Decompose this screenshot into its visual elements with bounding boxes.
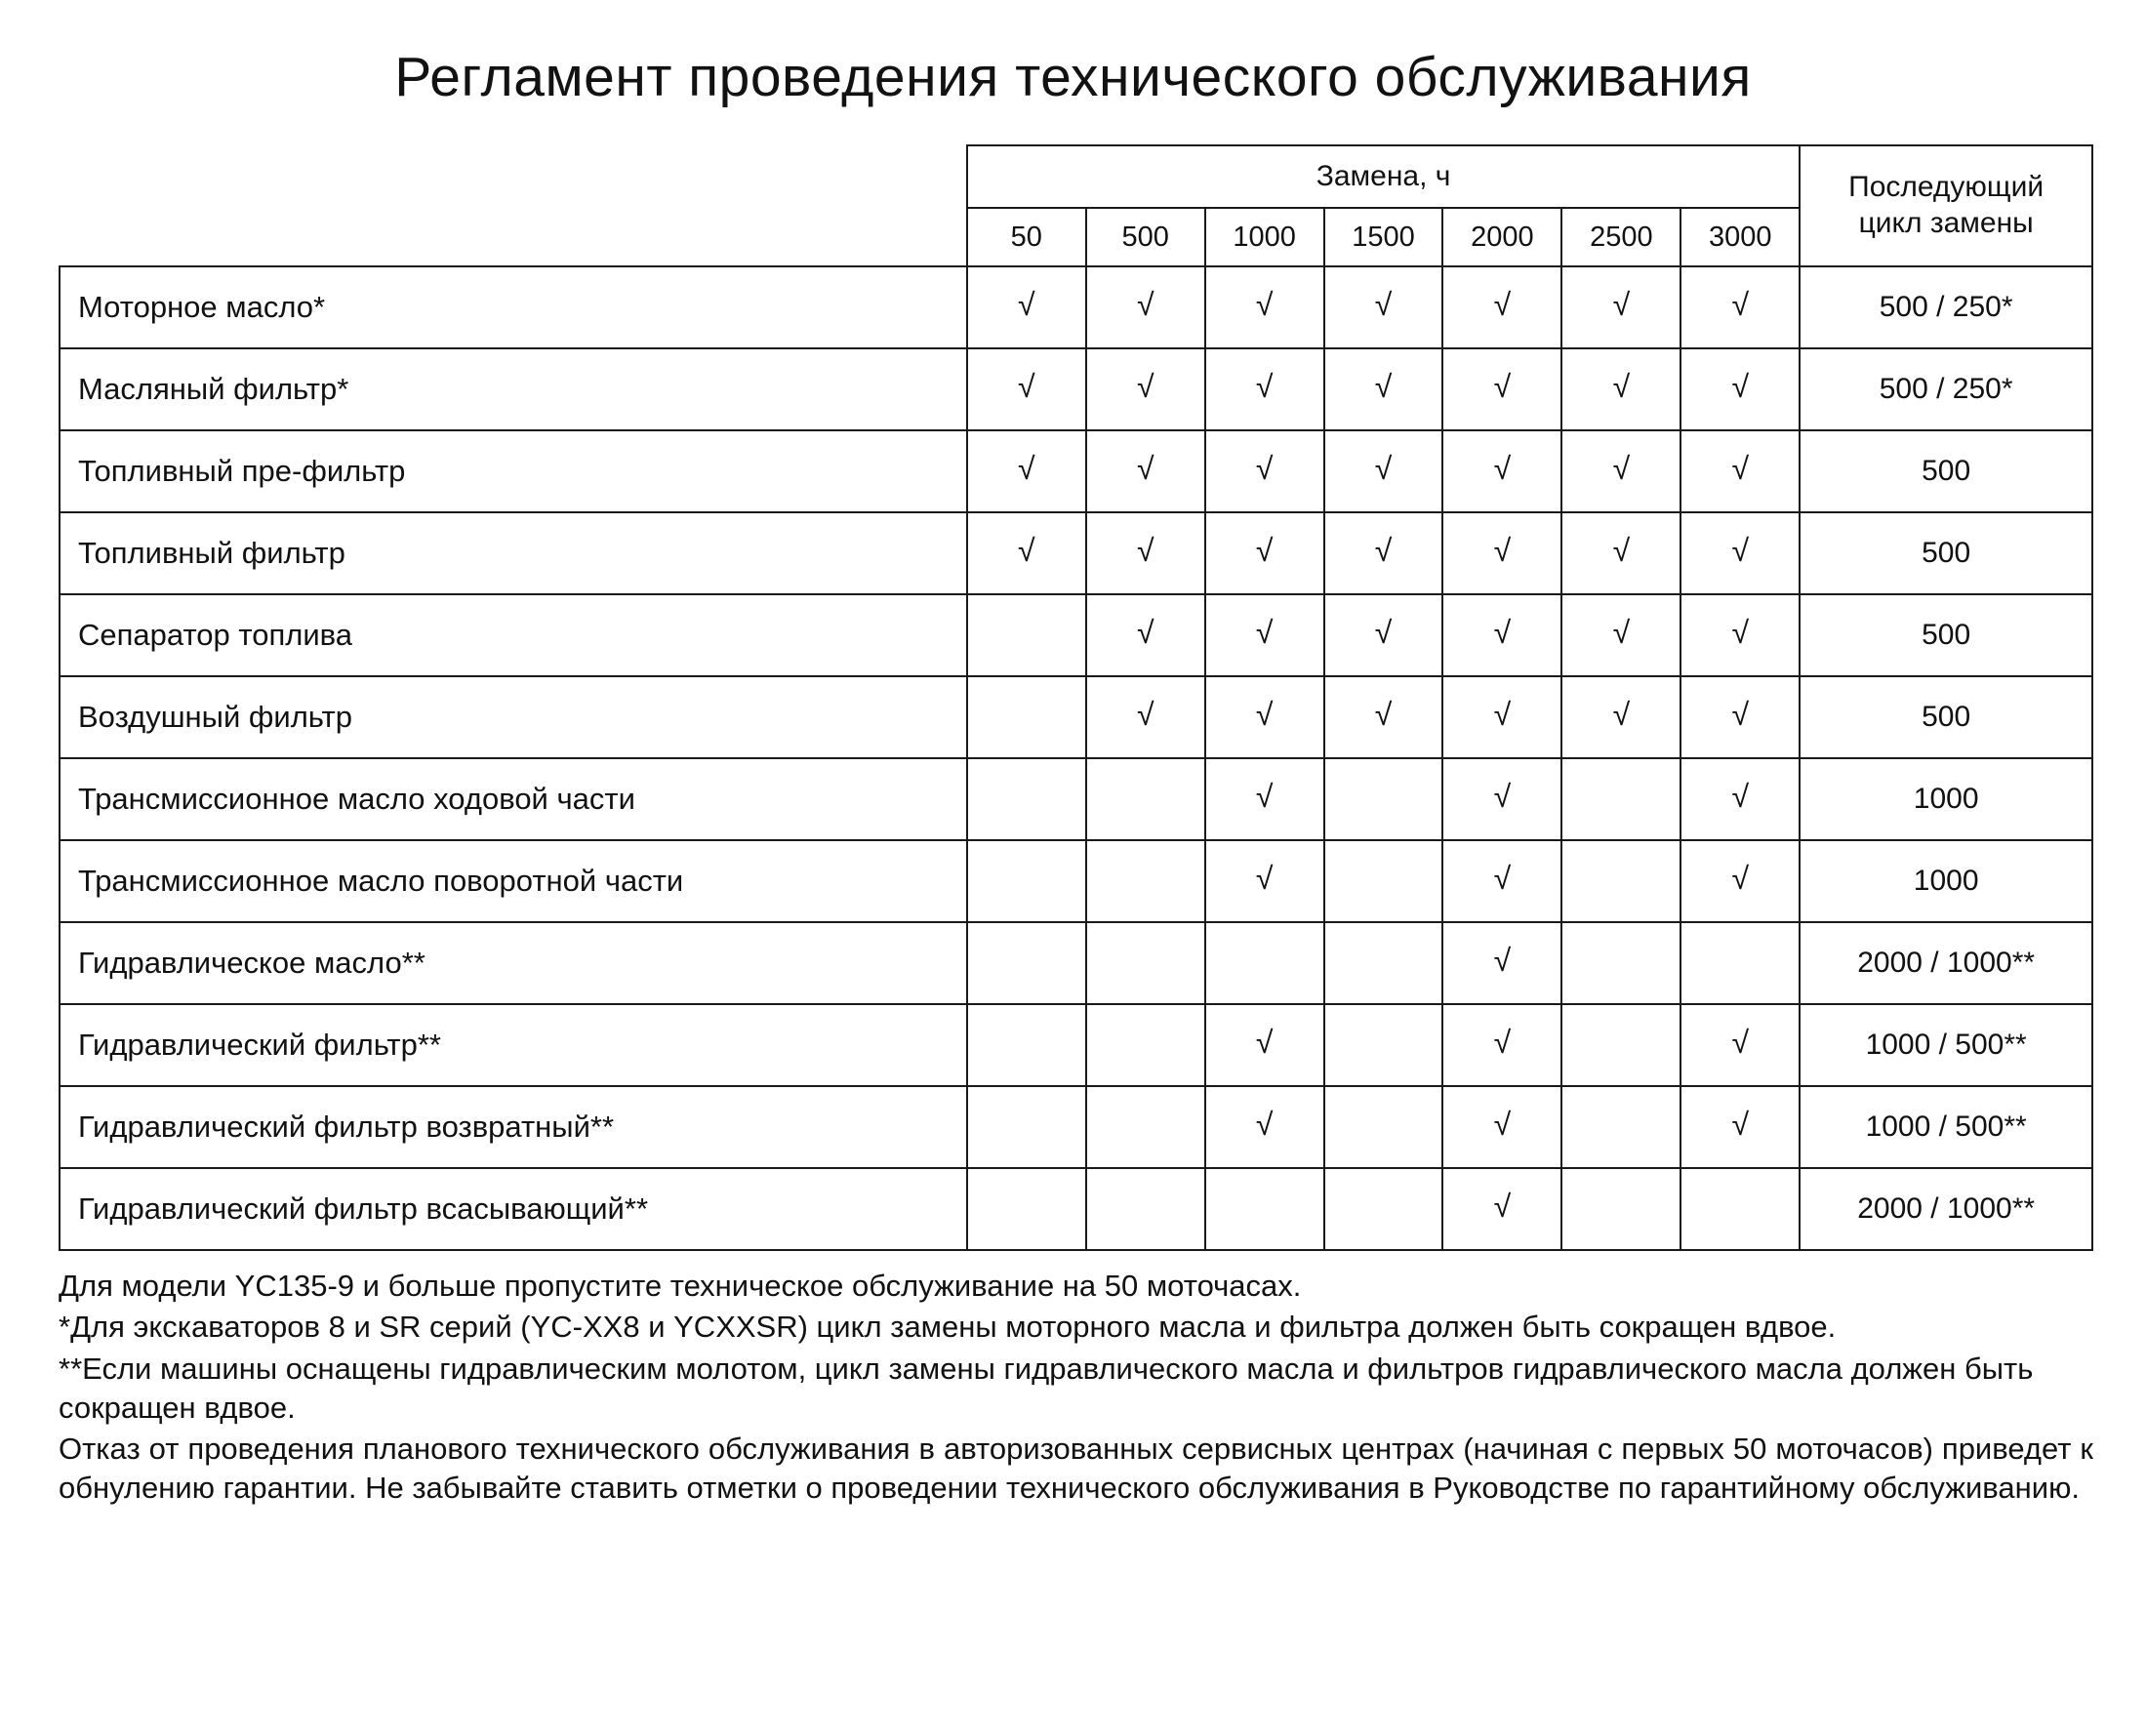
next-cycle-value: 500	[1800, 676, 2092, 758]
check-icon: √	[1493, 614, 1512, 650]
check-icon: √	[1731, 860, 1750, 896]
checkmark-cell	[1442, 1004, 1561, 1086]
checkmark-cell	[1442, 594, 1561, 676]
checkmark-cell	[1205, 348, 1324, 430]
header-next-cycle	[1800, 145, 2092, 266]
next-cycle-value: 1000	[1800, 758, 2092, 840]
check-icon: √	[1731, 1024, 1750, 1060]
checkmark-cell	[1324, 430, 1443, 512]
check-icon: √	[1612, 286, 1631, 322]
check-icon: √	[1255, 696, 1274, 732]
table-header-row-hours	[60, 208, 2092, 266]
checkmark-cell	[1324, 594, 1443, 676]
check-icon: √	[1731, 450, 1750, 486]
checkmark-cell	[1680, 1086, 1800, 1168]
checkmark-cell	[1561, 348, 1680, 430]
empty-cell	[967, 840, 1086, 922]
next-cycle-value: 2000 / 1000**	[1800, 1168, 2092, 1250]
check-icon: √	[1493, 942, 1512, 978]
footnotes	[59, 1267, 2093, 1509]
check-icon: √	[1731, 1106, 1750, 1142]
checkmark-cell	[1442, 1168, 1561, 1250]
checkmark-cell	[1205, 430, 1324, 512]
check-icon: √	[1255, 614, 1274, 650]
checkmark-cell	[1442, 840, 1561, 922]
check-icon: √	[1612, 614, 1631, 650]
table-row	[60, 1004, 2092, 1086]
check-icon: √	[1255, 286, 1274, 322]
table-row	[60, 512, 2092, 594]
checkmark-cell	[1680, 758, 1800, 840]
checkmark-cell	[1324, 676, 1443, 758]
table-row	[60, 840, 2092, 922]
next-cycle-value: 500 / 250*	[1800, 348, 2092, 430]
empty-cell	[1324, 840, 1443, 922]
check-icon: √	[1255, 778, 1274, 814]
checkmark-cell	[967, 512, 1086, 594]
checkmark-cell	[967, 266, 1086, 348]
checkmark-cell	[1561, 512, 1680, 594]
checkmark-cell	[967, 348, 1086, 430]
empty-cell	[1086, 758, 1205, 840]
maintenance-schedule-table	[59, 144, 2093, 1251]
empty-cell	[967, 594, 1086, 676]
table-header-row-groups	[60, 145, 2092, 208]
checkmark-cell	[1442, 922, 1561, 1004]
row-label: Гидравлический фильтр всасывающий**	[60, 1168, 967, 1250]
table-row	[60, 1168, 2092, 1250]
checkmark-cell	[1561, 594, 1680, 676]
header-replacement-hours: Замена, ч	[967, 145, 1800, 208]
next-cycle-value: 500	[1800, 594, 2092, 676]
check-icon: √	[1612, 368, 1631, 404]
check-icon: √	[1136, 614, 1154, 650]
check-icon: √	[1018, 532, 1035, 568]
header-hour-500: 500	[1086, 208, 1205, 266]
next-cycle-value: 500	[1800, 430, 2092, 512]
row-label: Воздушный фильтр	[60, 676, 967, 758]
next-cycle-value: 1000 / 500**	[1800, 1004, 2092, 1086]
check-icon: √	[1731, 614, 1750, 650]
checkmark-cell	[1680, 840, 1800, 922]
check-icon: √	[1374, 696, 1393, 732]
check-icon: √	[1612, 696, 1631, 732]
checkmark-cell	[1324, 348, 1443, 430]
checkmark-cell	[1442, 430, 1561, 512]
empty-cell	[1324, 922, 1443, 1004]
next-cycle-value: 1000 / 500**	[1800, 1086, 2092, 1168]
table-row	[60, 1086, 2092, 1168]
table-row	[60, 594, 2092, 676]
checkmark-cell	[1442, 676, 1561, 758]
checkmark-cell	[1324, 512, 1443, 594]
empty-cell	[1561, 840, 1680, 922]
header-hour-2000: 2000	[1442, 208, 1561, 266]
check-icon: √	[1255, 450, 1274, 486]
empty-cell	[1680, 1168, 1800, 1250]
next-cycle-value: 1000	[1800, 840, 2092, 922]
header-hour-1500: 1500	[1324, 208, 1443, 266]
header-hour-3000: 3000	[1680, 208, 1800, 266]
empty-cell	[1086, 1086, 1205, 1168]
row-label: Сепаратор топлива	[60, 594, 967, 676]
row-label: Топливный фильтр	[60, 512, 967, 594]
header-next-cycle-line1: Последующий	[1848, 171, 2045, 204]
checkmark-cell	[1680, 266, 1800, 348]
checkmark-cell	[1205, 1086, 1324, 1168]
checkmark-cell	[1680, 1004, 1800, 1086]
row-label: Трансмиссионное масло поворотной части	[60, 840, 967, 922]
empty-cell	[1086, 1168, 1205, 1250]
check-icon: √	[1493, 450, 1512, 486]
check-icon: √	[1493, 1188, 1512, 1224]
empty-cell	[1086, 1004, 1205, 1086]
check-icon: √	[1612, 450, 1631, 486]
next-cycle-value: 500 / 250*	[1800, 266, 2092, 348]
row-label: Топливный пре-фильтр	[60, 430, 967, 512]
check-icon: √	[1612, 532, 1631, 568]
table-row	[60, 922, 2092, 1004]
check-icon: √	[1374, 614, 1393, 650]
check-icon: √	[1731, 696, 1750, 732]
check-icon: √	[1731, 778, 1750, 814]
header-spacer-2	[60, 208, 967, 266]
page-title: Регламент проведения технического обслуживания	[394, 46, 1752, 108]
empty-cell	[1561, 1086, 1680, 1168]
checkmark-cell	[1442, 266, 1561, 348]
empty-cell	[1324, 1086, 1443, 1168]
row-label: Масляный фильтр*	[60, 348, 967, 430]
check-icon: √	[1136, 532, 1154, 568]
empty-cell	[1561, 758, 1680, 840]
checkmark-cell	[1086, 348, 1205, 430]
footnote-2: **Если машины оснащены гидравлическим молотом, цикл замены гидравлического масла и фильтров гидравлического масла должен быть сокращен вдвое.	[59, 1351, 2034, 1425]
check-icon: √	[1255, 532, 1274, 568]
checkmark-cell	[1561, 676, 1680, 758]
checkmark-cell	[1680, 676, 1800, 758]
check-icon: √	[1493, 860, 1512, 896]
check-icon: √	[1493, 532, 1512, 568]
checkmark-cell	[1442, 512, 1561, 594]
check-icon: √	[1731, 532, 1750, 568]
header-spacer	[60, 145, 967, 208]
checkmark-cell	[1205, 758, 1324, 840]
checkmark-cell	[1442, 1086, 1561, 1168]
checkmark-cell	[1205, 594, 1324, 676]
check-icon: √	[1136, 368, 1154, 404]
check-icon: √	[1018, 368, 1035, 404]
checkmark-cell	[1680, 348, 1800, 430]
checkmark-cell	[1680, 512, 1800, 594]
empty-cell	[967, 758, 1086, 840]
empty-cell	[1086, 922, 1205, 1004]
empty-cell	[1324, 1004, 1443, 1086]
checkmark-cell	[967, 430, 1086, 512]
check-icon: √	[1255, 1024, 1274, 1060]
empty-cell	[1561, 922, 1680, 1004]
checkmark-cell	[1086, 512, 1205, 594]
checkmark-cell	[1680, 594, 1800, 676]
checkmark-cell	[1324, 266, 1443, 348]
check-icon: √	[1493, 1024, 1512, 1060]
next-cycle-value: 500	[1800, 512, 2092, 594]
row-label: Гидравлический фильтр возвратный**	[60, 1086, 967, 1168]
header-hour-50: 50	[967, 208, 1086, 266]
empty-cell	[1561, 1168, 1680, 1250]
checkmark-cell	[1086, 430, 1205, 512]
checkmark-cell	[1205, 512, 1324, 594]
check-icon: √	[1731, 286, 1750, 322]
check-icon: √	[1018, 286, 1035, 322]
checkmark-cell	[1205, 840, 1324, 922]
empty-cell	[1205, 1168, 1324, 1250]
table-row	[60, 676, 2092, 758]
check-icon: √	[1255, 368, 1274, 404]
empty-cell	[1324, 1168, 1443, 1250]
header-hour-1000: 1000	[1205, 208, 1324, 266]
checkmark-cell	[1205, 266, 1324, 348]
table-row	[60, 348, 2092, 430]
check-icon: √	[1136, 696, 1154, 732]
header-next-cycle-line2: цикл замены	[1858, 207, 2034, 239]
check-icon: √	[1136, 450, 1154, 486]
table-body	[60, 266, 2092, 1250]
check-icon: √	[1255, 860, 1274, 896]
empty-cell	[1324, 758, 1443, 840]
table-row	[60, 266, 2092, 348]
empty-cell	[967, 922, 1086, 1004]
table-row	[60, 430, 2092, 512]
empty-cell	[967, 1168, 1086, 1250]
footnote-0: Для модели YC135-9 и больше пропустите техническое обслуживание на 50 моточасах.	[59, 1269, 1302, 1303]
check-icon: √	[1731, 368, 1750, 404]
empty-cell	[1561, 1004, 1680, 1086]
table-header	[60, 145, 2092, 266]
check-icon: √	[1136, 286, 1154, 322]
empty-cell	[967, 676, 1086, 758]
checkmark-cell	[1205, 676, 1324, 758]
check-icon: √	[1493, 368, 1512, 404]
checkmark-cell	[1561, 430, 1680, 512]
row-label: Моторное масло*	[60, 266, 967, 348]
footnote-3: Отказ от проведения планового технического обслуживания в авторизованных сервисных центрах (начиная с первых 50 моточасов) приведет к обнулению гарантии. Не забывайте ставить отметки о проведении технического обслуживания в Руководстве по гарантийному обслуживанию.	[59, 1432, 2093, 1506]
check-icon: √	[1374, 450, 1393, 486]
checkmark-cell	[1561, 266, 1680, 348]
row-label: Гидравлический фильтр**	[60, 1004, 967, 1086]
footnote-1: *Для экскаваторов 8 и SR серий (YC-XX8 и YCXXSR) цикл замены моторного масла и фильтра должен быть сокращен вдвое.	[59, 1310, 1837, 1345]
checkmark-cell	[1086, 266, 1205, 348]
empty-cell	[1086, 840, 1205, 922]
checkmark-cell	[1442, 758, 1561, 840]
check-icon: √	[1018, 450, 1035, 486]
header-hour-2500: 2500	[1561, 208, 1680, 266]
checkmark-cell	[1680, 430, 1800, 512]
row-label: Трансмиссионное масло ходовой части	[60, 758, 967, 840]
empty-cell	[967, 1004, 1086, 1086]
row-label: Гидравлическое масло**	[60, 922, 967, 1004]
empty-cell	[1205, 922, 1324, 1004]
check-icon: √	[1493, 1106, 1512, 1142]
empty-cell	[967, 1086, 1086, 1168]
check-icon: √	[1255, 1106, 1274, 1142]
check-icon: √	[1374, 286, 1393, 322]
next-cycle-value: 2000 / 1000**	[1800, 922, 2092, 1004]
check-icon: √	[1493, 696, 1512, 732]
checkmark-cell	[1442, 348, 1561, 430]
check-icon: √	[1374, 368, 1393, 404]
check-icon: √	[1493, 778, 1512, 814]
check-icon: √	[1374, 532, 1393, 568]
checkmark-cell	[1086, 676, 1205, 758]
table-row	[60, 758, 2092, 840]
check-icon: √	[1493, 286, 1512, 322]
checkmark-cell	[1205, 1004, 1324, 1086]
empty-cell	[1680, 922, 1800, 1004]
checkmark-cell	[1086, 594, 1205, 676]
